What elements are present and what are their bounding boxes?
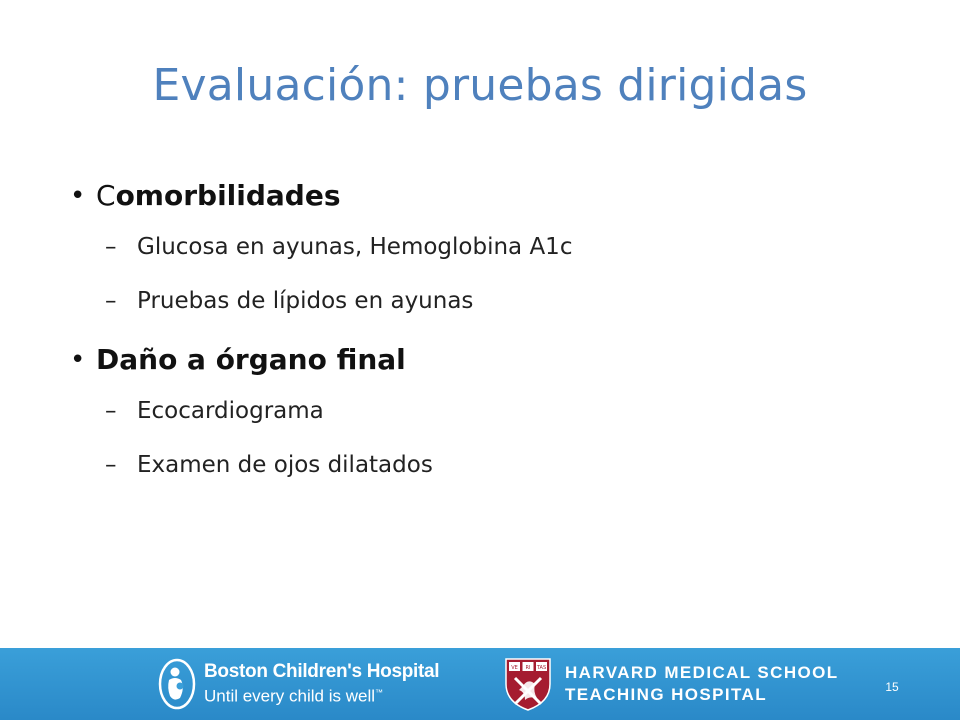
sub-bullet-glucose: – Glucosa en ayunas, Hemoglobina A1c [105, 234, 573, 260]
harvard-medical-school-logo [503, 658, 839, 710]
bullet-organ-damage-label: Daño a órgano final [96, 343, 406, 376]
shield-letters-ri: RI [525, 665, 531, 671]
bullet-comorbidities [70, 178, 890, 214]
boston-childrens-logo [158, 658, 439, 710]
bch-trademark: ™ [375, 688, 383, 698]
bch-name: Boston Children's Hospital [204, 661, 440, 683]
bullet-comorbidities-label: omorbilidades [115, 179, 341, 212]
slide-number: 15 [885, 680, 899, 694]
sub-bullet-eye-exam-text: Examen de ojos dilatados [137, 452, 433, 478]
bullet-comorbidities-prefix: C [96, 179, 116, 212]
sub-bullet-lipids-text: Pruebas de lípidos en ayunas [137, 288, 474, 314]
shield-letters-tas: TAS [536, 665, 547, 671]
slide-content [70, 178, 890, 504]
slide-title: Evaluación: pruebas dirigidas [152, 60, 808, 111]
sub-bullet-echocardiogram: – Ecocardiograma [105, 398, 324, 424]
bullet-organ-damage [70, 342, 890, 378]
footer-bar [0, 648, 960, 720]
sub-bullet-lipids: – Pruebas de lípidos en ayunas [105, 288, 474, 314]
sub-bullet-glucose-text: Glucosa en ayunas, Hemoglobina A1c [137, 234, 573, 260]
shield-letters-ve: VE [511, 665, 518, 671]
mother-child-icon [158, 658, 196, 710]
harvard-shield-icon [503, 656, 553, 712]
sub-bullet-echocardiogram-text: Ecocardiograma [137, 398, 324, 424]
sub-bullet-eye-exam: – Examen de ojos dilatados [105, 452, 433, 478]
bch-tagline: Until every child is well [204, 686, 375, 706]
hms-line2: TEACHING HOSPITAL [565, 685, 767, 704]
hms-line1: HARVARD MEDICAL SCHOOL [565, 663, 839, 682]
